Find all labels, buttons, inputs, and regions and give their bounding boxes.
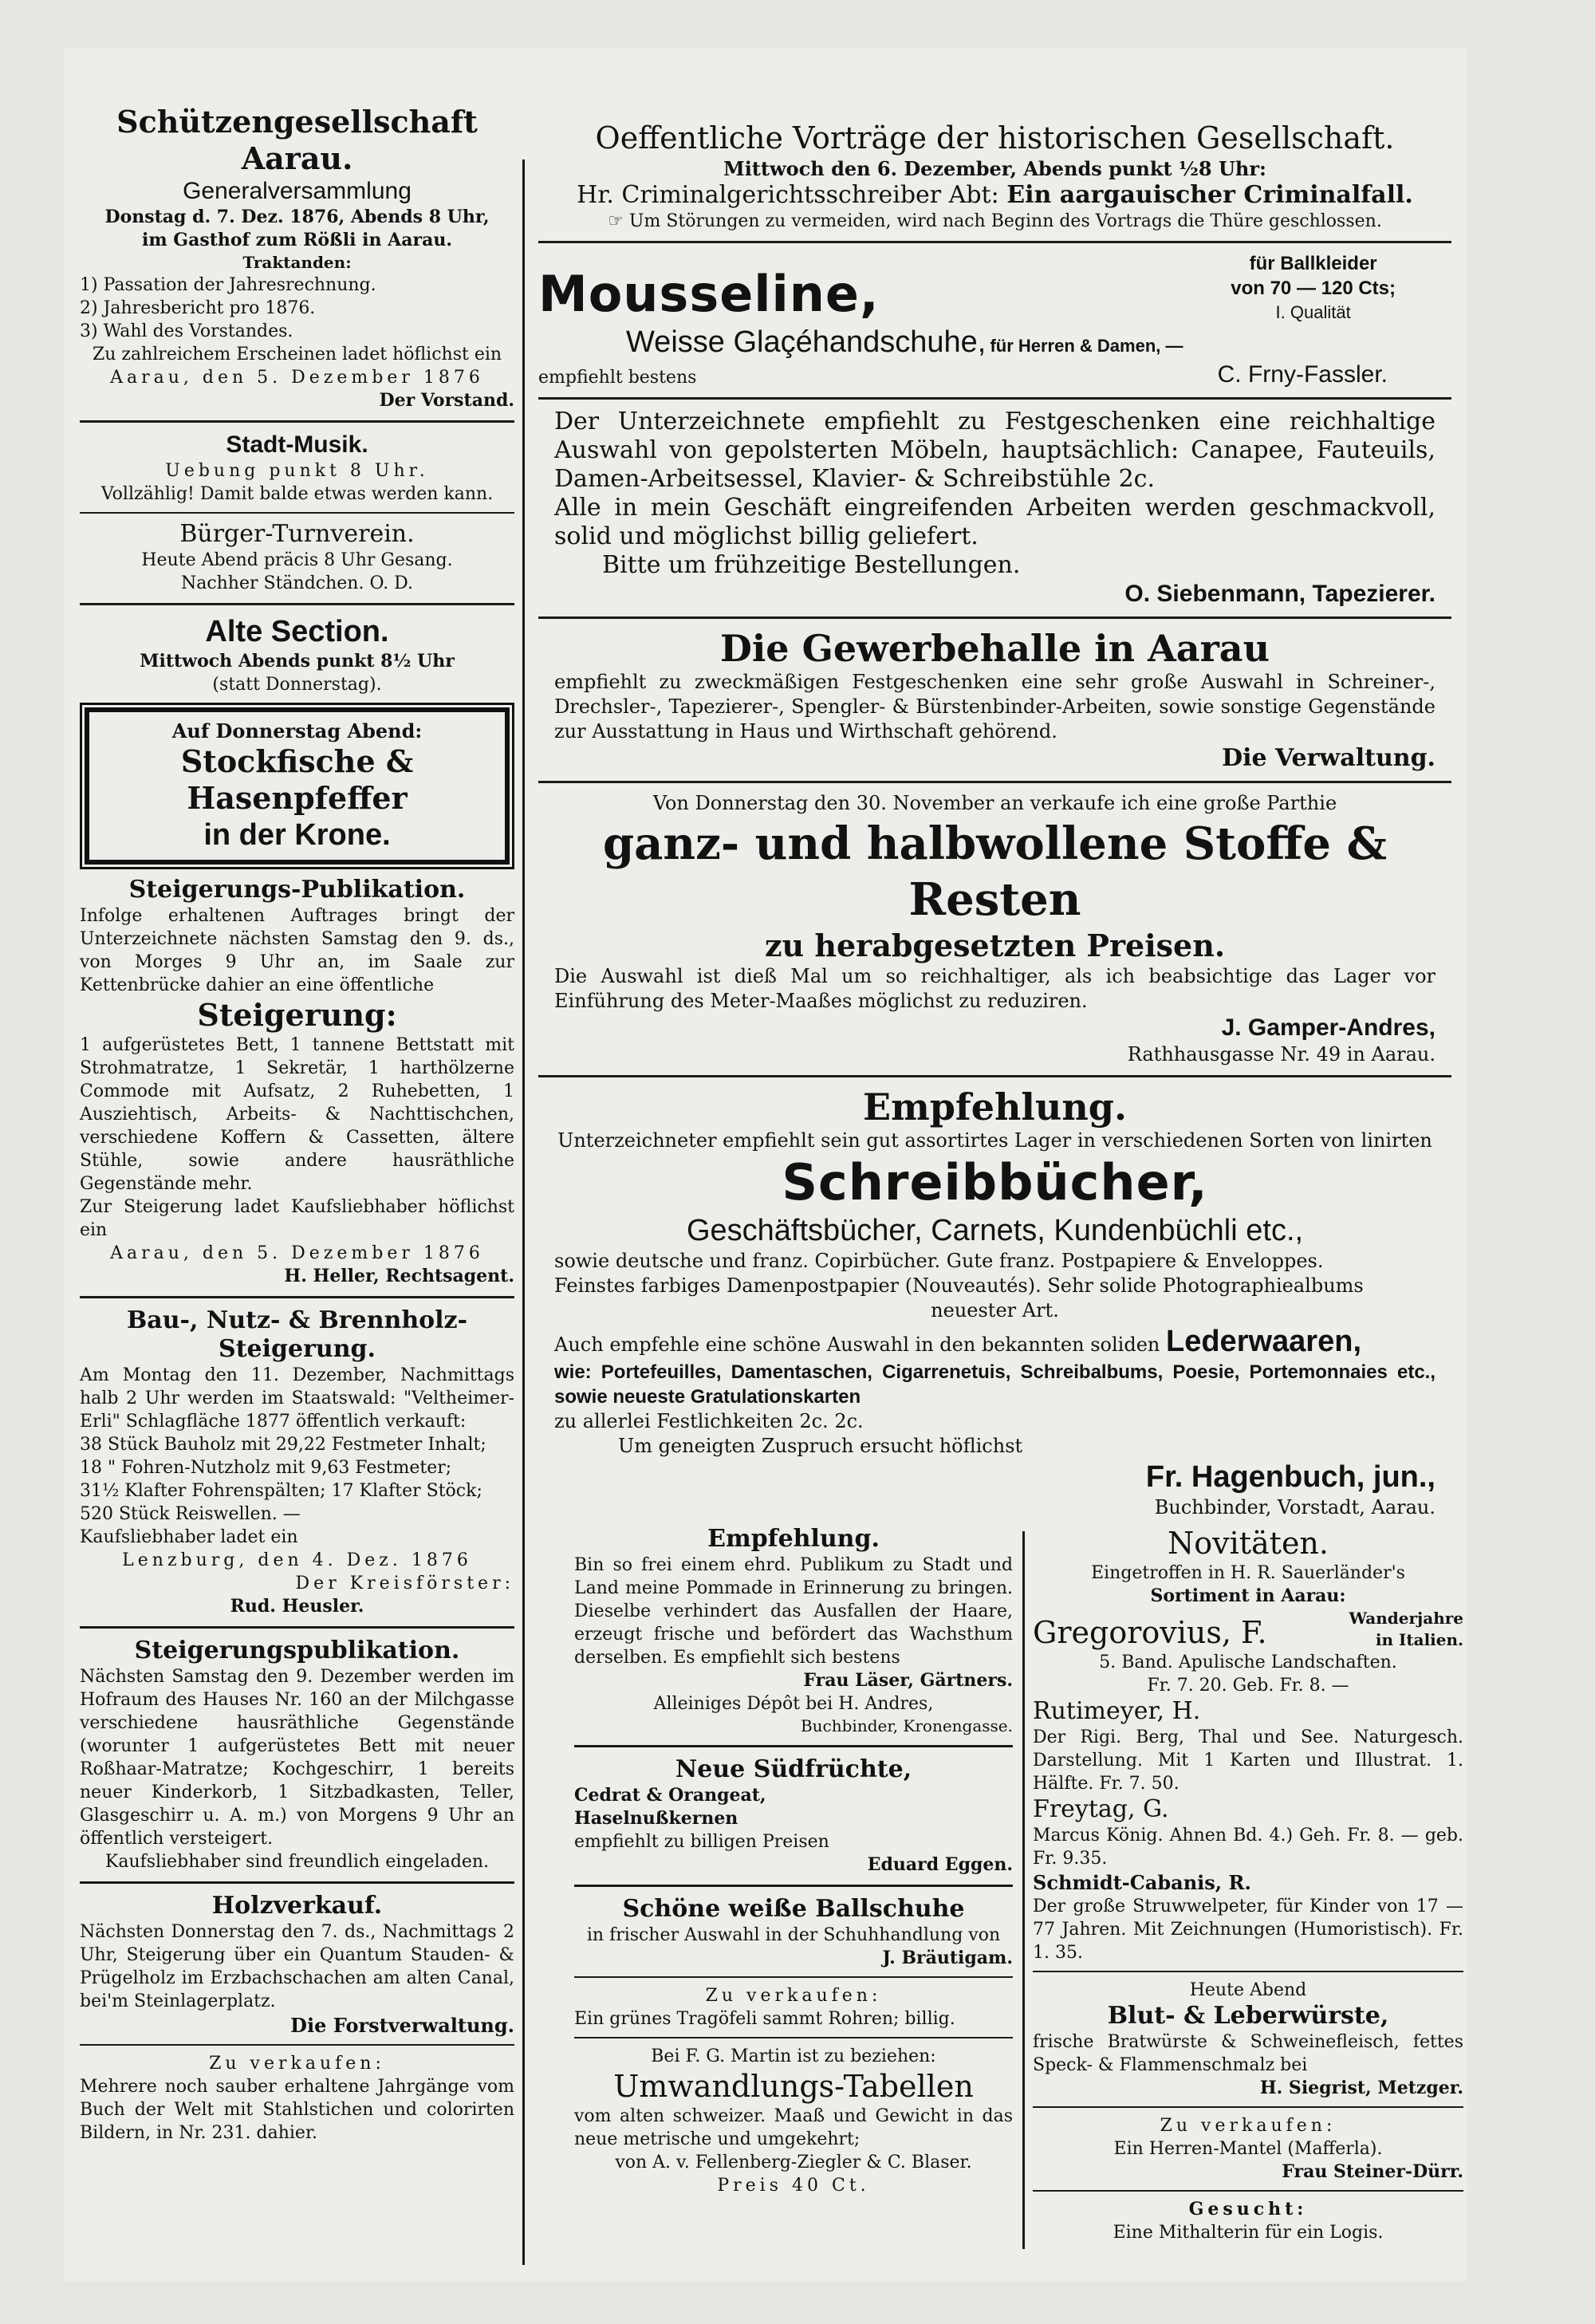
ad-title: Holzverkauf. — [211, 1892, 383, 1920]
ad-text: Cedrat & Orangeat, — [574, 1785, 766, 1806]
ad-highlight: Lederwaaren, — [1166, 1325, 1361, 1358]
ad-title: Zu verkaufen: — [705, 1986, 882, 2006]
ad-signature: Eduard Eggen. — [867, 1854, 1013, 1875]
ad-title: Schöne weiße Ballschuhe — [622, 1895, 965, 1923]
ad-text: sowie deutsche und franz. Copirbücher. Gute franz. Postpapiere & Enveloppes. — [554, 1250, 1324, 1272]
ad-historische-gesellschaft — [538, 120, 1451, 233]
ad-text: wie: Portefeuilles, Damentaschen, Cigarrenetuis, Schreibalbums, Poesie, Portemonnaies etc., sowie neueste Gratulationskarten — [554, 1361, 1436, 1408]
ad-text: empfiehlt bestens — [538, 368, 697, 388]
ad-pommade — [574, 1525, 1013, 1737]
divider — [80, 1296, 514, 1298]
middle-lower-column — [574, 1525, 1013, 2197]
book-title: Wanderjahre — [1349, 1609, 1463, 1628]
ad-invite: Zu zahlreichem Erscheinen ladet höflichst ein — [92, 345, 502, 364]
ad-text: Bei F. G. Martin ist zu beziehen: — [651, 2046, 936, 2066]
ad-text: Buchbinder, Kronengasse. — [800, 1716, 1013, 1735]
ad-text: 1 aufgerüstetes Bett, 1 tannene Bettstatt mit Strohmatratze, 1 Sekretär, 1 harthölzerne Commode mit Aufsatz, 2 Ruhebetten, 1 Ausziehtisch, Arbeits- & Nachttischchen, verschiedene Koffern & Cassetten, ältere Stühle, sowie andere hausräthliche Gegenstände mehr. — [80, 1035, 514, 1194]
ad-schuetzengesellschaft — [80, 104, 514, 412]
ad-text: Am Montag den 11. Dezember, Nachmittags halb 2 Uhr werden im Staatswald: "Veltheimer-Erli" Schlagfläche 1877 öffentlich verkauft: — [80, 1365, 514, 1432]
ad-text: Um geneigten Zuspruch ersucht höflichst — [618, 1435, 1023, 1457]
ad-siebenmann — [538, 408, 1451, 609]
ad-text: neuester Art. — [931, 1299, 1059, 1322]
book-author: Freytag, G. — [1033, 1795, 1169, 1823]
ad-text: Ein grünes Tragöfeli sammt Rohren; billig. — [574, 2009, 955, 2029]
divider — [80, 2044, 514, 2046]
ad-subtitle: Geschäftsbücher, Carnets, Kundenbüchli etc., — [686, 1214, 1304, 1247]
divider — [80, 1626, 514, 1629]
ad-text: Die Auswahl ist dieß Mal um so reichhaltiger, als ich beabsichtige das Lager vor Einführung des Meter-Maaßes möglichst zu reduziren. — [554, 965, 1436, 1012]
ad-text: Ein Herren-Mantel (Mafferla). — [1113, 2139, 1383, 2159]
right-column — [538, 120, 1451, 1520]
ad-title: Umwandlungs-Tabellen — [613, 2069, 974, 2104]
ad-text: Alleiniges Dépôt bei H. Andres, — [653, 1694, 934, 1714]
ad-hagenbuch — [538, 1085, 1451, 1520]
divider — [1033, 2106, 1463, 2108]
ad-stadt-musik — [80, 431, 514, 506]
book-author: Gregorovius, F. — [1033, 1615, 1267, 1650]
ad-title: Schützengesellschaft Aarau. — [116, 104, 478, 176]
ad-gewerbehalle — [538, 627, 1451, 773]
ad-place-date: Aarau, den 5. Dezember 1876 — [110, 1243, 484, 1263]
left-column — [80, 104, 514, 2145]
ad-text: Heute Abend — [1189, 1980, 1307, 2000]
ad-signature: Rud. Heusler. — [230, 1596, 364, 1617]
book-title: in Italien. — [1375, 1630, 1463, 1649]
ad-signature: C. Frny-Fassler. — [1217, 361, 1388, 388]
list-item: 38 Stück Bauholz mit 29,22 Festmeter Inhalt; — [80, 1435, 486, 1455]
ad-traktanden: Traktanden: — [242, 253, 352, 272]
ad-title: Steigerung. — [219, 1335, 376, 1363]
ad-title: Empfehlung. — [707, 1525, 880, 1553]
ad-steigerungspublikation — [80, 1637, 514, 1873]
list-item: 3) Wahl des Vorstandes. — [80, 321, 293, 341]
ad-metzger — [1033, 1979, 1463, 2100]
far-right-lower-column — [1033, 1525, 1463, 2244]
ad-text: von A. v. Fellenberg-Ziegler & C. Blaser. — [615, 2153, 972, 2172]
ad-text: Nächsten Samstag den 9. Dezember werden im Hofraum des Hauses Nr. 160 an der Milchgasse verschiedene hausräthliche Gegenstände (worunter 1 aufgerüstetes Bett mit neuer Roßhaar-Matratze; Kochgeschirr, 1 bereits neuer Kinderkorb, 1 Sitzbadkasten, Teller, Glasgeschirr u. A. m.) von Morgens 9 Uhr an öffentlich versteigert. — [80, 1667, 514, 1849]
ad-text: für Ballkleider — [1249, 253, 1377, 274]
ad-text: Heute Abend präcis 8 Uhr Gesang. — [141, 550, 453, 570]
ad-suedfruechte — [574, 1755, 1013, 1877]
ad-text: Alle in mein Geschäft eingreifenden Arbeiten werden geschmackvoll, solid und möglichst billig geliefert. — [554, 494, 1436, 550]
ad-signature: Frau Läser, Gärtners. — [803, 1670, 1013, 1691]
ad-title: Steigerungspublikation. — [134, 1637, 460, 1664]
ad-novitaeten — [1033, 1525, 1463, 1964]
ad-text: Marcus König. Ahnen Bd. 4.) Geh. Fr. 8. — geb. Fr. 9.35. — [1033, 1826, 1463, 1869]
ad-title: Bau-, Nutz- & Brennholz- — [126, 1306, 468, 1334]
ad-title: Alte Section. — [205, 615, 389, 648]
ad-title: Blut- & Leberwürste, — [1107, 2002, 1389, 2030]
ad-title: Steigerungs-Publikation. — [128, 876, 466, 904]
ad-title: Gesucht: — [1188, 2199, 1308, 2220]
ad-signature: O. Siebenmann, Tapezierer. — [1124, 581, 1436, 607]
ad-text: (statt Donnerstag). — [212, 675, 382, 695]
divider — [80, 420, 514, 423]
ad-text: empfiehlt zu zweckmäßigen Festgeschenken eine sehr große Auswahl in Schreiner-, Drechsler-, Tapezierer-, Spengler- & Bürstenbinder-Arbeiten, sowie sonstige Gegenstände zur Ausstattung in Haus und Wirthschaft gehörend. — [554, 671, 1436, 742]
ad-text: Bitte um frühzeitige Bestellungen. — [602, 551, 1021, 579]
list-item: 31½ Klafter Fohrenspälten; 17 Klafter Stöck; — [80, 1481, 482, 1501]
ad-title: Novitäten. — [1168, 1526, 1329, 1561]
ad-text: Mittwoch den 6. Dezember, Abends punkt ½8 Uhr: — [723, 157, 1266, 180]
ad-text: Hr. Criminalgerichtsschreiber Abt: — [577, 181, 999, 209]
ad-text: vom alten schweizer. Maaß und Gewicht in das neue metrische und umgekehrt; — [574, 2106, 1013, 2149]
ad-gesucht — [1033, 2198, 1463, 2244]
ad-tragoefeli — [574, 1984, 1013, 2031]
ad-address: Rathhausgasse Nr. 49 in Aarau. — [1127, 1043, 1436, 1065]
ad-text: Mittwoch Abends punkt 8½ Uhr — [140, 651, 455, 672]
list-item: 18 " Fohren-Nutzholz mit 9,63 Festmeter; — [80, 1458, 452, 1478]
ad-title: Die Gewerbehalle in Aarau — [719, 627, 1270, 670]
ad-holz-steigerung — [80, 1306, 514, 1618]
ad-text: Sortiment in Aarau: — [1150, 1585, 1346, 1606]
ad-title: in der Krone. — [203, 818, 391, 852]
ad-text: Der große Struwwelpeter, für Kinder von 17 — 77 Jahren. Mit Zeichnungen (Humoristisch). Fr. 1. 35. — [1033, 1897, 1463, 1963]
column-rule-main — [522, 160, 525, 2265]
ad-herren-mantel — [1033, 2114, 1463, 2184]
divider — [538, 241, 1451, 243]
ad-place: im Gasthof zum Rößli in Aarau. — [142, 230, 452, 250]
column-rule-lower — [1022, 1531, 1025, 2249]
ad-ballschuhe — [574, 1895, 1013, 1970]
ad-holzverkauf — [80, 1892, 514, 2038]
ad-signature: H. Siegrist, Metzger. — [1259, 2078, 1463, 2098]
ad-signature: Die Verwaltung. — [1222, 744, 1436, 772]
list-item: 1) Passation der Jahresrechnung. — [80, 275, 376, 295]
divider — [538, 616, 1451, 619]
ad-text: Auch empfehle eine schöne Auswahl in den bekannten soliden — [554, 1333, 1160, 1356]
ad-text: Vollzählig! Damit balde etwas werden kann. — [100, 484, 494, 504]
ad-buerger-turnverein — [80, 520, 514, 595]
ad-text: Fr. 7. 20. Geb. Fr. 8. — — [1147, 1676, 1349, 1696]
ad-subtitle: zu herabgesetzten Preisen. — [764, 928, 1226, 963]
divider — [538, 781, 1451, 783]
ad-title: Stockfische & Hasenpfeffer — [180, 743, 414, 816]
divider — [574, 1976, 1013, 1978]
ad-signature: Die Forstverwaltung. — [290, 2014, 514, 2037]
divider — [574, 1745, 1013, 1747]
ad-signature: J. Gamper-Andres, — [1221, 1014, 1436, 1041]
ad-gamper-andres — [538, 791, 1451, 1067]
ad-title: Oeffentliche Vorträge der historischen Gesellschaft. — [595, 120, 1395, 156]
ad-text: Zur Steigerung ladet Kaufsliebhaber höflichst ein — [80, 1197, 514, 1240]
ad-title: ganz- und halbwollene Stoffe & Resten — [602, 817, 1388, 926]
ad-highlight: Ein aargauischer Criminalfall. — [1006, 181, 1413, 209]
ad-title: Zu verkaufen: — [1160, 2116, 1337, 2136]
ad-text: zu allerlei Festlichkeiten 2c. 2c. — [554, 1410, 864, 1432]
ad-big-word: Schreibbücher, — [782, 1153, 1208, 1211]
ad-subtitle: Weisse Glaçéhandschuhe, — [626, 325, 987, 359]
ad-text: in frischer Auswahl in der Schuhhandlung von — [586, 1925, 1001, 1945]
pointing-hand-icon: ☞ — [608, 211, 624, 231]
book-author: Rutimeyer, H. — [1033, 1697, 1201, 1725]
ad-place-date: Lenzburg, den 4. Dez. 1876 — [122, 1550, 472, 1570]
list-item: 2) Jahresbericht pro 1876. — [80, 298, 316, 318]
ad-steigerungs-publikation — [80, 876, 514, 1288]
ad-zu-verkaufen-buch — [80, 2052, 514, 2145]
ad-heading: Steigerung: — [197, 997, 397, 1033]
ad-signature: H. Heller, Rechtsagent. — [284, 1266, 514, 1286]
book-author: Schmidt-Cabanis, R. — [1033, 1871, 1251, 1894]
ad-text: Mehrere noch sauber erhaltene Jahrgänge vom Buch der Welt mit Stahlstichen und colorirten Bildern, in Nr. 231. dahier. — [80, 2077, 514, 2143]
ad-text: für Herren & Damen, — — [990, 336, 1183, 356]
ad-text: Auf Donnerstag Abend: — [171, 719, 423, 742]
ad-text: Nachher Ständchen. O. D. — [180, 573, 414, 593]
ad-text: Eingetroffen in H. R. Sauerländer's — [1091, 1563, 1405, 1583]
ad-text: Uebung punkt 8 Uhr. — [165, 461, 429, 481]
ad-krone-framed — [85, 707, 510, 865]
ad-text: empfiehlt zu billigen Preisen — [574, 1832, 829, 1852]
ad-price: Preis 40 Ct. — [717, 2176, 870, 2196]
ad-text: Bin so frei einem ehrd. Publikum zu Stadt und Land meine Pommade in Erinnerung zu bringen. Dieselbe verhindert das Ausfallen der Haare, erzeugt frische und befördert das Wachsthum derselben. Es empfiehlt sich bestens — [574, 1555, 1013, 1668]
divider — [80, 512, 514, 514]
ad-text: Infolge erhaltenen Auftrages bringt der Unterzeichnete nächsten Samstag den 9. ds., von Morges 9 Uhr an, im Saale zur Kettenbrücke dahier an eine öffentliche — [80, 906, 514, 995]
divider — [574, 2037, 1013, 2038]
ad-text: Feinstes farbiges Damenpostpapier (Nouveautés). Sehr solide Photographiealbums — [554, 1274, 1364, 1297]
ad-text: Kaufsliebhaber ladet ein — [80, 1527, 298, 1547]
divider — [80, 1881, 514, 1884]
ad-text: Haselnußkernen — [574, 1808, 738, 1829]
ad-title: Bürger-Turnverein. — [179, 520, 415, 548]
ad-text: Um Störungen zu vermeiden, wird nach Beginn des Vortrags die Thüre geschlossen. — [628, 211, 1382, 231]
ad-text: Der Unterzeichnete empfiehlt zu Festgeschenken eine reichhaltige Auswahl von gepolsterten Möbeln, hauptsächlich: Canapee, Fauteuils, Damen-Arbeitsessel, Klavier- & Schreibstühle 2c. — [554, 408, 1436, 493]
divider — [1033, 2190, 1463, 2192]
ad-text: Unterzeichneter empfiehlt sein gut assortirtes Lager in verschiedenen Sorten von linirten — [557, 1129, 1432, 1152]
divider — [80, 603, 514, 605]
ad-text: von 70 — 120 Cts; — [1231, 278, 1396, 299]
ad-signature: Frau Steiner-Dürr. — [1282, 2161, 1463, 2182]
ad-place-date: Aarau, den 5. Dezember 1876 — [110, 368, 484, 388]
ad-title: Zu verkaufen: — [209, 2054, 385, 2074]
divider — [538, 1075, 1451, 1077]
ad-address: Buchbinder, Vorstadt, Aarau. — [1154, 1496, 1436, 1518]
ad-signature: Der Vorstand. — [379, 390, 514, 411]
ad-title: Neue Südfrüchte, — [675, 1755, 912, 1783]
ad-text: Der Rigi. Berg, Thal und See. Naturgesch. Darstellung. Mit 1 Karten und Illustrat. 1. Hälfte. Fr. 7. 50. — [1033, 1727, 1463, 1794]
ad-signature: Der Kreisförster: — [295, 1574, 514, 1593]
ad-mousseline — [538, 251, 1451, 389]
ad-big-word: Mousseline, — [538, 265, 880, 323]
ad-alte-section — [80, 613, 514, 696]
ad-text: Kaufsliebhaber sind freundlich eingeladen. — [104, 1852, 490, 1872]
ad-text: Nächsten Donnerstag den 7. ds., Nachmittags 2 Uhr, Steigerung über ein Quantum Stauden- & Prügelholz im Erzbachschachen am alten Canal, bei'm Steinlagerplatz. — [80, 1922, 514, 2011]
divider — [574, 1885, 1013, 1887]
ad-subtitle: Generalversammlung — [183, 178, 412, 204]
ad-umwandlungs-tabellen — [574, 2045, 1013, 2197]
ad-title: Stadt-Musik. — [226, 431, 368, 458]
ad-text: I. Qualität — [1275, 302, 1351, 322]
ad-signature: Fr. Hagenbuch, jun., — [1145, 1460, 1436, 1494]
ad-text: Von Donnerstag den 30. November an verkaufe ich eine große Parthie — [652, 792, 1337, 814]
ad-title: Empfehlung. — [863, 1085, 1127, 1129]
ad-date: Donstag d. 7. Dez. 1876, Abends 8 Uhr, — [104, 207, 490, 227]
divider — [538, 397, 1451, 400]
ad-text: frische Bratwürste & Schweinefleisch, fettes Speck- & Flammenschmalz bei — [1033, 2032, 1463, 2075]
list-item: 520 Stück Reiswellen. — — [80, 1504, 301, 1524]
ad-text: Eine Mithalterin für ein Logis. — [1113, 2223, 1384, 2243]
divider — [1033, 1971, 1463, 1972]
ad-text: 5. Band. Apulische Landschaften. — [1099, 1652, 1397, 1672]
ad-signature: J. Bräutigam. — [882, 1948, 1013, 1968]
